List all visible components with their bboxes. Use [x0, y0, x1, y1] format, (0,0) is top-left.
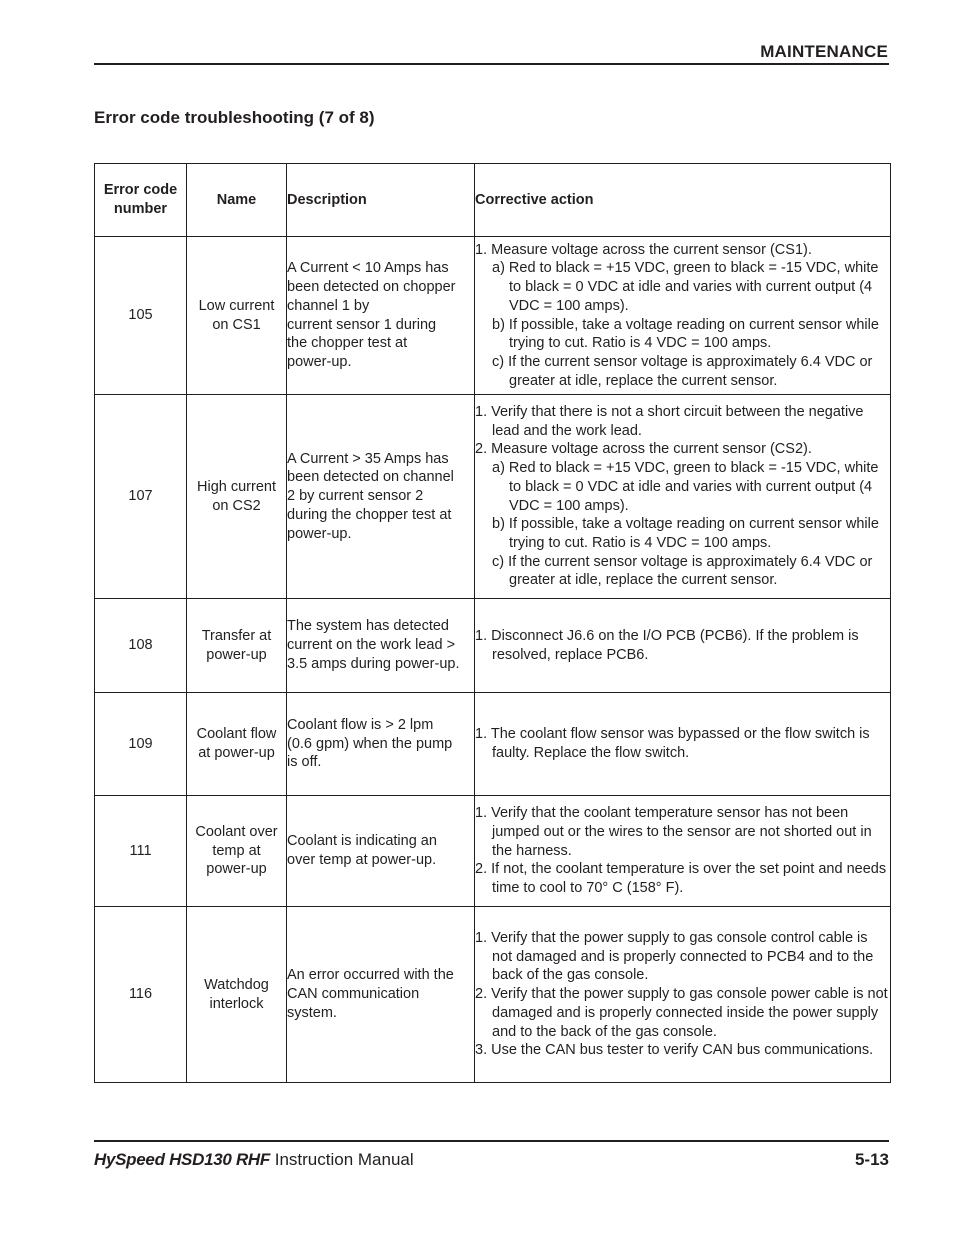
description-line: over temp at power-up. [287, 852, 437, 868]
description-cell [287, 395, 475, 599]
table-row [95, 237, 891, 395]
corrective-action-cell [475, 796, 891, 907]
description-line: during the chopper test at [287, 506, 452, 523]
error-name-line: Low current [198, 297, 275, 314]
error-code-cell: 105 [95, 237, 187, 395]
action-step: 1. Verify that there is not a short circuit between the negative lead and the work lead. [475, 403, 864, 439]
table-row [95, 693, 891, 796]
error-name-line: on CS2 [212, 497, 261, 514]
error-code-cell: 116 [95, 907, 187, 1083]
description-line: system. [287, 1004, 337, 1021]
description-line: Coolant is indicating an [287, 833, 437, 850]
action-substep: b) If possible, take a voltage reading on current sensor while trying to cut. Ratio is 4 VDC = 100 amps. [492, 316, 879, 352]
description-line: power-up. [287, 353, 352, 370]
action-step: 1. Measure voltage across the current sensor (CS1). [475, 241, 812, 258]
header-divider [94, 63, 889, 65]
description-line: been detected on chopper [287, 279, 456, 296]
corrective-action-cell [475, 599, 891, 693]
action-step: 1. The coolant flow sensor was bypassed or the flow switch is faulty. Replace the flow switch. [475, 726, 870, 761]
error-name-cell [187, 693, 287, 796]
description-line: 3.5 amps during power-up. [287, 655, 460, 672]
description-cell [287, 237, 475, 395]
action-step: 2. If not, the coolant temperature is over the set point and needs time to cool to 70° C (158° F). [475, 861, 887, 897]
description-line: been detected on channel [287, 469, 454, 486]
error-name-line: power-up [206, 861, 267, 878]
error-name-line: on CS1 [212, 316, 261, 333]
description-line: The system has detected [287, 618, 449, 635]
description-line: A Current < 10 Amps has [287, 260, 449, 277]
footer-manual-title [94, 1150, 414, 1170]
footer-divider [94, 1140, 889, 1142]
action-substep: b) If possible, take a voltage reading on current sensor while trying to cut. Ratio is 4 VDC = 100 amps. [492, 516, 879, 551]
error-name-cell [187, 796, 287, 907]
description-line: channel 1 by [287, 297, 370, 314]
error-code-cell: 108 [95, 599, 187, 693]
description-line: An error occurred with the [287, 967, 454, 984]
error-name-cell [187, 907, 287, 1083]
table-header-row [95, 164, 891, 237]
action-step: 1. Verify that the power supply to gas console control cable is not damaged and is properly connected to PCB4 and to the back of the gas console. [475, 930, 874, 984]
corrective-action-cell [475, 237, 891, 395]
corrective-action-cell [475, 693, 891, 796]
error-name-line: power-up [206, 646, 267, 663]
action-substep: c) If the current sensor voltage is approximately 6.4 VDC or greater at idle, replace the current sensor. [492, 553, 873, 589]
description-cell [287, 796, 475, 907]
error-name-line: temp at [212, 842, 261, 859]
table-row [95, 907, 891, 1083]
table-row [95, 395, 891, 599]
description-cell [287, 599, 475, 693]
table-row [95, 796, 891, 907]
footer-brand: HySpeed HSD130 RHF [94, 1150, 270, 1169]
description-cell [287, 693, 475, 796]
page-number: 5-13 [854, 1150, 889, 1169]
error-name-cell [187, 237, 287, 395]
column-header-description: Description [287, 164, 475, 237]
description-line: CAN communication [287, 986, 420, 1003]
footer-doc-type: Instruction Manual [270, 1150, 414, 1169]
action-step: 2. Measure voltage across the current sensor (CS2). [475, 441, 812, 458]
error-name-line: interlock [209, 995, 264, 1012]
description-line: 2 by current sensor 2 [287, 488, 424, 505]
error-name-line: High current [197, 478, 276, 495]
error-code-table [94, 163, 891, 1083]
error-name-line: Watchdog [204, 976, 269, 993]
column-header-name: Name [187, 164, 287, 237]
error-code-cell: 111 [95, 796, 187, 907]
error-name-line: at power-up [198, 745, 275, 761]
description-line: the chopper test at [287, 335, 408, 352]
description-line: current on the work lead > [287, 637, 456, 654]
action-step: 3. Use the CAN bus tester to verify CAN bus communications. [475, 1042, 874, 1059]
description-line: current sensor 1 during [287, 316, 437, 333]
error-code-cell: 107 [95, 395, 187, 599]
section-header: MAINTENANCE [760, 42, 888, 61]
action-step: 2. Verify that the power supply to gas console power cable is not damaged and is properly connected inside the power supply and to the back of the gas console. [475, 986, 888, 1040]
error-name-cell [187, 599, 287, 693]
table-body [95, 237, 891, 1083]
error-name-cell [187, 395, 287, 599]
corrective-action-cell [475, 395, 891, 599]
column-header-error-code: Error code number [95, 164, 187, 237]
description-line: (0.6 gpm) when the pump [287, 735, 453, 752]
description-line: Coolant flow is > 2 lpm [287, 716, 434, 733]
description-line: is off. [287, 754, 322, 771]
column-header-corrective-action: Corrective action [475, 164, 891, 237]
description-line: A Current > 35 Amps has [287, 450, 449, 467]
action-substep: c) If the current sensor voltage is approximately 6.4 VDC or greater at idle, replace the current sensor. [492, 353, 873, 389]
description-cell [287, 907, 475, 1083]
action-step: 1. Disconnect J6.6 on the I/O PCB (PCB6). If the problem is resolved, replace PCB6. [475, 627, 859, 663]
action-substep: a) Red to black = +15 VDC, green to black = -15 VDC, white to black = 0 VDC at idle and varies with current output (4 VDC = 100 amps). [492, 460, 879, 514]
error-name-line: Coolant flow [196, 726, 277, 743]
action-step: 1. Verify that the coolant temperature sensor has not been jumped out or the wires to the sensor are not shorted out in the harness. [475, 805, 872, 859]
page-title: Error code troubleshooting (7 of 8) [94, 108, 375, 127]
error-name-line: Transfer at [201, 627, 272, 644]
corrective-action-cell [475, 907, 891, 1083]
error-name-line: Coolant over [195, 823, 278, 840]
error-code-cell: 109 [95, 693, 187, 796]
description-line: power-up. [287, 525, 352, 542]
action-substep: a) Red to black = +15 VDC, green to black = -15 VDC, white to black = 0 VDC at idle and varies with current output (4 VDC = 100 amps). [492, 260, 879, 314]
table-row [95, 599, 891, 693]
